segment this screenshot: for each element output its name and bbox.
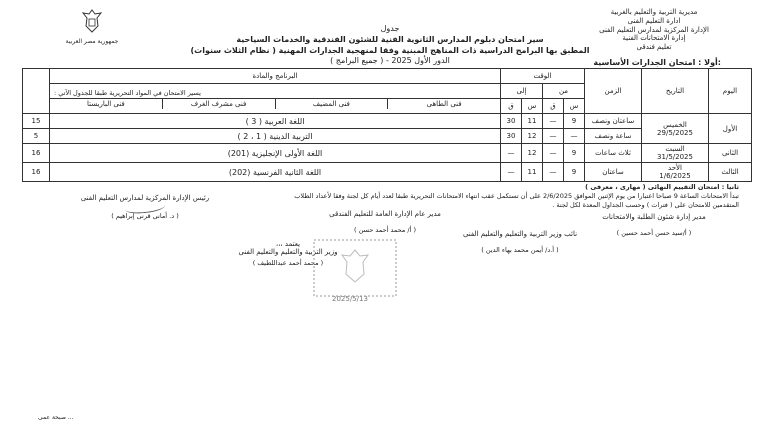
row-date [642, 163, 709, 182]
approval-label: يعتمد ،،، [275, 240, 301, 248]
signature-deputy-minister [430, 230, 610, 254]
header-line-3: الإدارة المركزية لمدارس التعليم الفنى [599, 25, 709, 34]
title-line-4: ( جميع البرامج ) - الدور الأول 2025 [330, 56, 450, 66]
signature-title: رئيس الإدارة المركزية لمدارس التعليم الفنى [80, 194, 210, 202]
table-row [23, 163, 752, 182]
row-date-value: 29/5/2025 [657, 128, 693, 137]
from-min-header: ق [543, 99, 564, 114]
row-duration: ساعة ونصف [585, 129, 642, 144]
program-chef: فنى الطاهى [387, 99, 500, 109]
row-weekday: الأحد [668, 164, 682, 172]
row-duration: ثلاث ساعات [585, 144, 642, 163]
programs-header: البرنامج والمادة [252, 72, 298, 80]
col-programs [50, 69, 501, 84]
row-to-min: 30 [501, 129, 522, 144]
col-duration: الزمن [585, 69, 642, 114]
row-to-min: — [501, 163, 522, 182]
row-day: الثالث [709, 163, 752, 182]
row-date [642, 114, 709, 144]
row-to-hour: 12 [522, 144, 543, 163]
col-from: من [543, 84, 585, 99]
signature-name: ( أ/ محمد أحمد حسن ) [353, 226, 416, 234]
col-date: التاريخ [642, 69, 709, 114]
title-line-1: جدول [380, 24, 400, 33]
signature-title: نائب وزير التربية والتعليم والتعليم الفنى [462, 230, 578, 238]
row-day: الثانى [709, 144, 752, 163]
row-from-min: — [543, 163, 564, 182]
table-row [23, 114, 752, 129]
note-line-2: تبدأ الامتحانات الساعة 9 صباحا اعتبارا من يوم الإثنين الموافق 2/6/2025 على أن تستكمل عقب انتهاء الامتحانات التحريرية طبقا لعدد أيام كل لجنة وفقا لأعداد الطلاب [294, 192, 739, 201]
row-from-min: — [543, 114, 564, 129]
title-line-3: المطبق بها البرامج الدراسية ذات المناهج المبنية وفقا لمنهجية الجدارات المهنية ( نظام الثلاث سنوات) [190, 45, 590, 55]
note-line-1: ثانيا : امتحان التقييم النهائى ( مهارى ، معرفى ) [585, 183, 739, 191]
signature-title: مدير عام الإدارة العامة للتعليم الفندقى [329, 210, 441, 218]
row-grade: 5 [23, 129, 50, 144]
program-room-supervisor: فنى مشرف الغرف [162, 99, 275, 109]
row-date-value: 1/6/2025 [659, 172, 691, 180]
row-subject: اللغة الثانية الفرنسية (202) [50, 163, 501, 182]
table-row [23, 144, 752, 163]
row-grade: 15 [23, 114, 50, 129]
title-line-2: سير امتحان دبلوم المدارس الثانوية الفنية للشئون الفندقية والخدمات السياحية [236, 34, 544, 44]
footer-note: صبحة عمى ... [38, 414, 74, 421]
row-from-hour: 9 [564, 163, 585, 182]
header-line-1: مديرية التربية والتعليم بالغربية [610, 8, 698, 16]
row-from-hour: 9 [564, 114, 585, 129]
row-duration: ساعتان [585, 163, 642, 182]
row-from-hour: — [564, 129, 585, 144]
row-to-hour: 11 [522, 114, 543, 129]
stamp-date: 2025/5/13 [332, 295, 368, 303]
row-to-min: — [501, 144, 522, 163]
row-date [642, 144, 709, 163]
header-line-5: تعليم فندقى [636, 43, 672, 51]
signature-name: ( أ/سيد حسن أحمد حسين ) [616, 229, 692, 237]
row-weekday: الخميس [663, 120, 687, 129]
note-line-3: المتقدمين للامتحان على ( فترات ) وحسب الجداول المعدة لكل لجنة . [552, 201, 739, 210]
header-line-2: ادارة التعليم الفنى [627, 16, 681, 25]
signature-name: ( د. أمانى قرنى إبراهيم ) [111, 212, 179, 220]
programs-note: يسير الامتحان في المواد التحريرية طبقا للجدول الآتي : [54, 89, 201, 97]
signature-name: ( محمد أحمد عبداللطيف ) [252, 259, 324, 267]
to-min-header: ق [501, 99, 522, 114]
row-from-min: — [543, 144, 564, 163]
eagle-emblem-icon [81, 8, 103, 34]
col-grade [23, 69, 50, 114]
exam-schedule-table [22, 68, 752, 182]
row-grade: 16 [23, 163, 50, 182]
row-grade: 16 [23, 144, 50, 163]
header-line-4: إدارة الامتحانات الفنية [622, 34, 686, 43]
row-subject: التربية الدينية ( 1 ، 2 ) [50, 129, 501, 144]
document-title [180, 24, 600, 67]
minister-title: وزير التربية والتعليم والتعليم الفنى [238, 248, 338, 256]
signature-title: مدير إدارة شئون الطلبة والامتحانات [602, 213, 706, 221]
section-title: أولا : امتحان الجدارات الأساسية: [593, 58, 721, 67]
program-barista: فنى الباريستا [87, 100, 125, 108]
col-time: الوقت [501, 69, 585, 84]
program-steward: فنى المضيف [275, 99, 388, 109]
signature-technical-education [60, 194, 230, 220]
row-day: الأول [709, 114, 752, 144]
col-day: اليوم [709, 69, 752, 114]
row-to-hour: 11 [522, 163, 543, 182]
from-hour-header: س [564, 99, 585, 114]
row-date-value: 31/5/2025 [657, 153, 693, 161]
signature-name: ( أ.د/ أيمن محمد بهاء الدين ) [481, 246, 559, 254]
row-to-hour: 12 [522, 129, 543, 144]
row-from-min: — [543, 129, 564, 144]
row-from-hour: 9 [564, 144, 585, 163]
row-duration: ساعتان ونصف [585, 114, 642, 129]
republic-label: جمهورية مصر العربية [65, 38, 119, 45]
programs-subheaders [50, 84, 501, 114]
row-to-min: 30 [501, 114, 522, 129]
row-subject: اللغة الأولى الإنجليزية (201) [50, 144, 501, 163]
row-subject: اللغة العربية ( 3 ) [50, 114, 501, 129]
to-hour-header: س [522, 99, 543, 114]
republic-seal-block [62, 8, 122, 45]
col-to: إلى [501, 84, 543, 99]
row-weekday: السبت [665, 145, 685, 153]
header-ministry-block [579, 8, 729, 52]
